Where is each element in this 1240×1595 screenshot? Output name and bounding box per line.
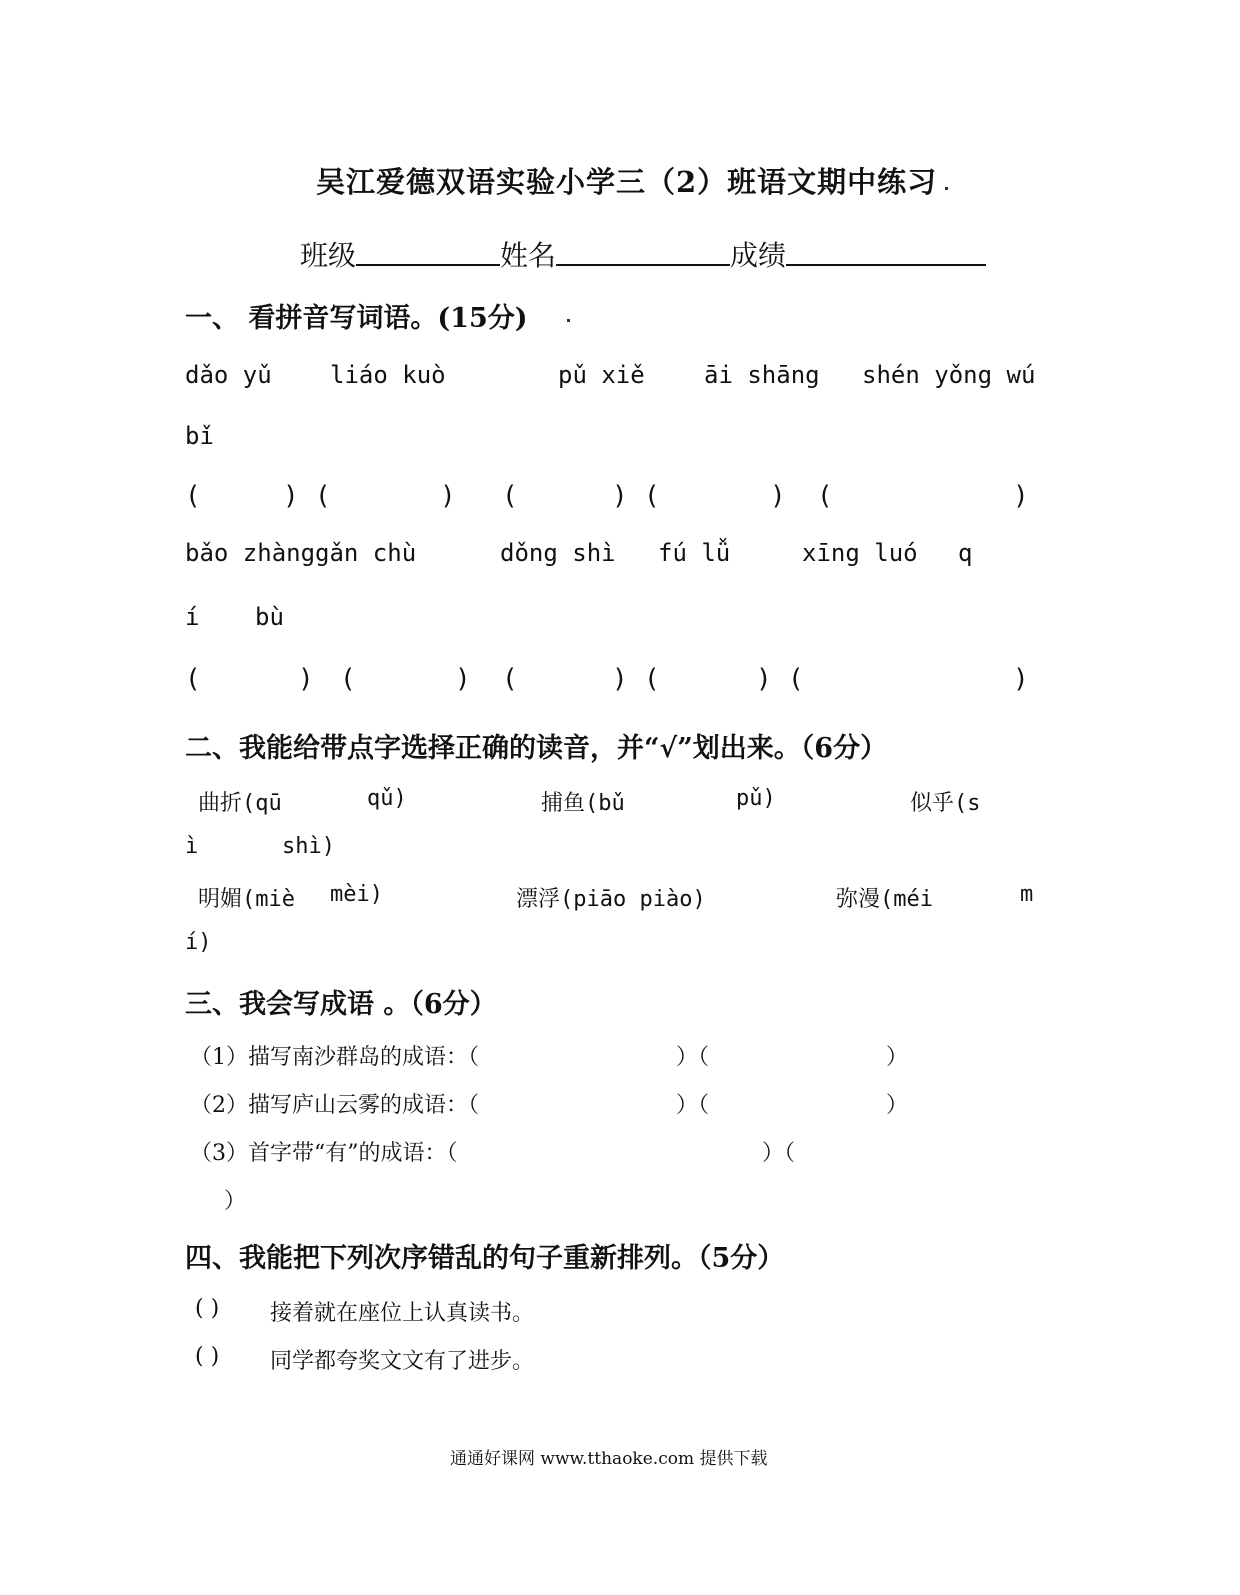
footer-text: 通通好课网 www.tthaoke.com 提供下载 (450, 1449, 768, 1469)
answer-paren: ( (315, 481, 331, 511)
pinyin-item: dǒng shì (500, 539, 616, 567)
reading-option: shì) (282, 834, 335, 859)
answer-paren: ) (1013, 481, 1029, 511)
score-field[interactable] (786, 264, 986, 266)
class-field[interactable] (356, 264, 500, 266)
reading-option: m (1020, 882, 1034, 907)
idiom-blank[interactable]: ） (886, 1093, 909, 1118)
name-label: 姓名 (500, 239, 557, 272)
answer-paren: ( (817, 481, 833, 511)
idiom-prompt: （1）描写南沙群岛的成语：（ (190, 1045, 479, 1070)
reading-option: qǔ) (367, 786, 407, 811)
answer-paren: ( (340, 664, 356, 694)
pinyin-item: liáo kuò (330, 361, 446, 389)
reading-option: 曲折(qū (198, 791, 282, 816)
pinyin-item: bǎo zhàng (185, 539, 316, 567)
answer-paren: ) (612, 664, 628, 694)
reading-option: í) (185, 930, 212, 955)
idiom-prompt: （3）首字带“有”的成语：（ (190, 1141, 458, 1166)
pinyin-item: q (958, 539, 973, 567)
answer-paren: ) (756, 664, 772, 694)
reading-option: 捕鱼(bǔ (541, 791, 625, 816)
class-label: 班级 (300, 239, 357, 272)
idiom-blank[interactable]: ） (886, 1045, 909, 1070)
sentence-text: 同学都夸奖文文有了进步。 (270, 1349, 535, 1374)
order-paren[interactable]: ( ) (195, 1296, 220, 1321)
reading-option: pǔ) (736, 786, 776, 811)
answer-paren: ( (502, 481, 518, 511)
reading-option: 漂浮(piāo piào) (516, 887, 706, 912)
section2-heading: 二、我能给带点字选择正确的读音，并“√”划出来。（6分） (185, 733, 888, 764)
reading-option: 明媚(miè (198, 887, 295, 912)
pinyin-item: shén yǒng wú (862, 361, 1036, 389)
reading-option: 弥漫(méi (836, 887, 933, 912)
answer-paren: ( (644, 664, 660, 694)
answer-paren: ) (298, 664, 314, 694)
idiom-blank[interactable]: ） (224, 1189, 247, 1214)
answer-paren: ( (185, 664, 201, 694)
section4-heading: 四、我能把下列次序错乱的句子重新排列。（5分） (185, 1243, 785, 1274)
name-field[interactable] (556, 264, 730, 266)
answer-paren: ) (440, 481, 456, 511)
sentence-text: 接着就在座位上认真读书。 (270, 1301, 535, 1326)
answer-paren: ) (612, 481, 628, 511)
idiom-blank[interactable]: ）（ (676, 1045, 710, 1070)
answer-paren: ) (455, 664, 471, 694)
pinyin-item: bù (255, 603, 284, 631)
answer-paren: ) (283, 481, 299, 511)
decorative-dot (567, 319, 570, 322)
answer-paren: ) (770, 481, 786, 511)
pinyin-item: xīng luó (802, 539, 918, 567)
pinyin-item: fú lǚ (658, 539, 731, 567)
reading-option: ì (185, 834, 199, 859)
answer-paren: ( (185, 481, 201, 511)
section1-heading: 一、 看拼音写词语。(15分) (185, 303, 528, 334)
reading-option: mèi) (330, 882, 383, 907)
idiom-blank[interactable]: ）（ (762, 1141, 796, 1166)
score-label: 成绩 (730, 239, 787, 272)
page-title: 吴江爱德双语实验小学三（2）班语文期中练习 (316, 165, 938, 199)
pinyin-item: bǐ (185, 422, 214, 450)
reading-option: 似乎(s (910, 791, 981, 816)
pinyin-item: pǔ xiě (558, 361, 645, 389)
decorative-dot (945, 187, 948, 190)
pinyin-item: āi shāng (704, 361, 820, 389)
pinyin-item: gǎn chù (315, 539, 417, 567)
answer-paren: ) (1013, 664, 1029, 694)
answer-paren: ( (788, 664, 804, 694)
pinyin-item: í (185, 603, 200, 631)
answer-paren: ( (502, 664, 518, 694)
order-paren[interactable]: ( ) (195, 1344, 220, 1369)
answer-paren: ( (644, 481, 660, 511)
pinyin-item: dǎo yǔ (185, 361, 272, 389)
idiom-blank[interactable]: ）（ (676, 1093, 710, 1118)
section3-heading: 三、我会写成语 。（6分） (185, 989, 497, 1020)
idiom-prompt: （2）描写庐山云雾的成语：（ (190, 1093, 479, 1118)
